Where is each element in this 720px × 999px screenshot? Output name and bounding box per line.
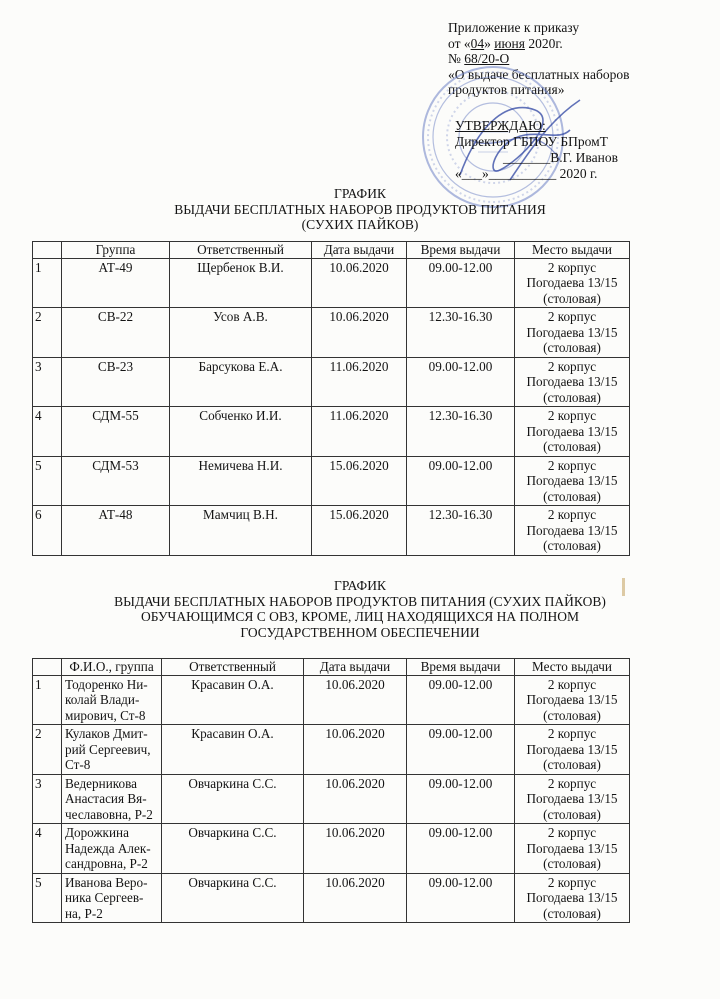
responsible-cell: Овчаркина С.С. bbox=[162, 774, 304, 824]
place-line: Погодаева 13/15 bbox=[526, 791, 618, 806]
column-header-date: Дата выдачи bbox=[312, 242, 407, 259]
responsible-cell: Немичева Н.И. bbox=[170, 456, 312, 506]
row-number: 2 bbox=[33, 308, 62, 358]
place-line: 2 корпус bbox=[547, 825, 597, 840]
place-line: Погодаева 13/15 bbox=[526, 423, 618, 439]
date-cell: 15.06.2020 bbox=[312, 456, 407, 506]
table-row bbox=[33, 725, 630, 775]
paper-mark bbox=[622, 578, 625, 596]
date-cell: 10.06.2020 bbox=[304, 725, 407, 775]
name-line: Иванова Веро- bbox=[65, 874, 148, 890]
student-name-cell bbox=[62, 774, 162, 824]
appendix-line: Приложение к приказу bbox=[448, 20, 580, 35]
name-line: Тодоренко Ни- bbox=[65, 676, 148, 692]
schedule-table-students bbox=[32, 658, 630, 923]
appendix-date-line: от «04» июня 2020г. bbox=[448, 35, 563, 51]
row-number: 6 bbox=[33, 506, 62, 556]
student-name-cell bbox=[62, 725, 162, 775]
place-cell bbox=[515, 873, 630, 923]
time-cell: 09.00-12.00 bbox=[407, 725, 515, 775]
responsible-cell: Красавин О.А. bbox=[162, 725, 304, 775]
student-name-cell bbox=[62, 824, 162, 874]
responsible-cell: Мамчиц В.Н. bbox=[170, 506, 312, 556]
time-cell: 09.00-12.00 bbox=[407, 456, 515, 506]
time-cell: 12.30-16.30 bbox=[407, 407, 515, 457]
place-line: 2 корпус bbox=[547, 726, 597, 741]
place-cell bbox=[515, 824, 630, 874]
place-line: Погодаева 13/15 bbox=[526, 374, 618, 389]
name-line: ника Сергеев- bbox=[65, 890, 144, 905]
place-line: (столовая) bbox=[543, 905, 601, 921]
table-row bbox=[33, 407, 630, 457]
name-line: Ст-8 bbox=[65, 757, 91, 772]
place-line: Погодаева 13/15 bbox=[526, 692, 618, 707]
responsible-cell: Усов А.В. bbox=[170, 308, 312, 358]
table-row bbox=[33, 308, 630, 358]
place-line: Погодаева 13/15 bbox=[526, 473, 618, 488]
place-line: Погодаева 13/15 bbox=[526, 522, 618, 538]
date-cell: 15.06.2020 bbox=[312, 506, 407, 556]
place-line: 2 корпус bbox=[547, 358, 597, 374]
place-line: (столовая) bbox=[543, 340, 601, 355]
place-line: 2 корпус bbox=[547, 309, 597, 324]
name-line: колай Влади- bbox=[65, 692, 140, 707]
column-header-date: Дата выдачи bbox=[304, 659, 407, 676]
column-header-time: Время выдачи bbox=[407, 659, 515, 676]
name-line: чеславовна, Р-2 bbox=[65, 806, 153, 822]
time-cell: 09.00-12.00 bbox=[407, 675, 515, 725]
name-line: Надежда Алек- bbox=[65, 840, 151, 856]
responsible-cell: Собченко И.И. bbox=[170, 407, 312, 457]
time-cell: 09.00-12.00 bbox=[407, 873, 515, 923]
student-name-cell bbox=[62, 873, 162, 923]
name-line: Ведерникова bbox=[65, 775, 137, 791]
place-cell bbox=[515, 456, 630, 506]
approval-block bbox=[455, 118, 618, 182]
table-row bbox=[33, 824, 630, 874]
name-line: рий Сергеевич, bbox=[65, 741, 151, 757]
table-header-row bbox=[33, 659, 630, 676]
place-line: Погодаева 13/15 bbox=[526, 890, 618, 905]
row-number: 4 bbox=[33, 824, 62, 874]
title-line: ВЫДАЧИ БЕСПЛАТНЫХ НАБОРОВ ПРОДУКТОВ ПИТАНИЯ bbox=[174, 201, 546, 217]
schedule-title-1 bbox=[0, 186, 720, 233]
column-header bbox=[33, 242, 62, 259]
schedule-title-2 bbox=[0, 578, 720, 640]
place-line: (столовая) bbox=[543, 439, 601, 454]
row-number: 4 bbox=[33, 407, 62, 457]
name-line: Анастасия Вя- bbox=[65, 791, 147, 806]
group-cell: АТ-48 bbox=[62, 506, 170, 556]
time-cell: 09.00-12.00 bbox=[407, 824, 515, 874]
place-line: Погодаева 13/15 bbox=[526, 324, 618, 340]
row-number: 1 bbox=[33, 675, 62, 725]
place-line: (столовая) bbox=[543, 757, 601, 772]
place-line: (столовая) bbox=[543, 707, 601, 723]
row-number: 3 bbox=[33, 357, 62, 407]
place-line: Погодаева 13/15 bbox=[526, 741, 618, 757]
title-line: ГРАФИК bbox=[334, 578, 386, 593]
group-cell: СВ-23 bbox=[62, 357, 170, 407]
student-name-cell bbox=[62, 675, 162, 725]
group-cell: СДМ-53 bbox=[62, 456, 170, 506]
table-row bbox=[33, 506, 630, 556]
date-cell: 11.06.2020 bbox=[312, 357, 407, 407]
date-cell: 10.06.2020 bbox=[304, 774, 407, 824]
title-line: ГРАФИК bbox=[334, 186, 386, 201]
place-line: 2 корпус bbox=[547, 457, 597, 473]
column-header-name-group: Ф.И.О., группа bbox=[62, 659, 162, 676]
column-header-group: Группа bbox=[62, 242, 170, 259]
table-row bbox=[33, 357, 630, 407]
time-cell: 09.00-12.00 bbox=[407, 774, 515, 824]
group-cell: СДМ-55 bbox=[62, 407, 170, 457]
place-cell bbox=[515, 774, 630, 824]
responsible-cell: Овчаркина С.С. bbox=[162, 824, 304, 874]
row-number: 3 bbox=[33, 774, 62, 824]
column-header-place: Место выдачи bbox=[515, 242, 630, 259]
responsible-cell: Красавин О.А. bbox=[162, 675, 304, 725]
table-row bbox=[33, 258, 630, 308]
time-cell: 12.30-16.30 bbox=[407, 308, 515, 358]
place-line: 2 корпус bbox=[547, 507, 597, 522]
column-header bbox=[33, 659, 62, 676]
place-line: 2 корпус bbox=[547, 874, 597, 890]
place-cell bbox=[515, 258, 630, 308]
place-cell bbox=[515, 675, 630, 725]
place-line: 2 корпус bbox=[547, 775, 597, 791]
row-number: 1 bbox=[33, 258, 62, 308]
time-cell: 12.30-16.30 bbox=[407, 506, 515, 556]
place-line: 2 корпус bbox=[547, 259, 597, 275]
title-line: (СУХИХ ПАЙКОВ) bbox=[301, 217, 419, 232]
place-line: (столовая) bbox=[543, 806, 601, 822]
row-number: 2 bbox=[33, 725, 62, 775]
group-cell: АТ-49 bbox=[62, 258, 170, 308]
name-line: мирович, Ст-8 bbox=[65, 707, 146, 723]
schedule-table-groups bbox=[32, 241, 630, 556]
place-line: (столовая) bbox=[543, 290, 601, 306]
place-cell bbox=[515, 308, 630, 358]
row-number: 5 bbox=[33, 873, 62, 923]
row-number: 5 bbox=[33, 456, 62, 506]
place-line: (столовая) bbox=[543, 488, 601, 504]
date-cell: 10.06.2020 bbox=[312, 258, 407, 308]
date-cell: 11.06.2020 bbox=[312, 407, 407, 457]
name-line: Дорожкина bbox=[65, 825, 129, 840]
approval-signatory: _______В.Г. Иванов bbox=[503, 150, 618, 165]
name-line: сандровна, Р-2 bbox=[65, 856, 148, 871]
place-line: 2 корпус bbox=[547, 408, 597, 423]
approval-position: Директор ГБПОУ БПромТ bbox=[455, 134, 608, 149]
approval-date: «___»__________ 2020 г. bbox=[455, 166, 598, 181]
table-row bbox=[33, 675, 630, 725]
approval-heading: УТВЕРЖДАЮ: bbox=[455, 118, 546, 133]
place-line: (столовая) bbox=[543, 856, 601, 871]
title-line: ОБУЧАЮЩИМСЯ С ОВЗ, КРОМЕ, ЛИЦ НАХОДЯЩИХСЯ НА ПОЛНОМ bbox=[140, 609, 580, 624]
responsible-cell: Барсукова Е.А. bbox=[170, 357, 312, 407]
date-cell: 10.06.2020 bbox=[312, 308, 407, 358]
column-header-time: Время выдачи bbox=[407, 242, 515, 259]
column-header-responsible: Ответственный bbox=[162, 659, 304, 676]
table-row bbox=[33, 873, 630, 923]
place-line: 2 корпус bbox=[547, 676, 597, 692]
table-row bbox=[33, 456, 630, 506]
order-subject-line: «О выдаче бесплатных наборов bbox=[448, 66, 630, 82]
place-cell bbox=[515, 357, 630, 407]
time-cell: 09.00-12.00 bbox=[407, 258, 515, 308]
place-cell bbox=[515, 407, 630, 457]
place-line: (столовая) bbox=[543, 538, 601, 553]
place-line: Погодаева 13/15 bbox=[526, 840, 618, 856]
order-subject-line-2: продуктов питания» bbox=[448, 82, 565, 97]
time-cell: 09.00-12.00 bbox=[407, 357, 515, 407]
table-row bbox=[33, 774, 630, 824]
title-line: ВЫДАЧИ БЕСПЛАТНЫХ НАБОРОВ ПРОДУКТОВ ПИТАНИЯ (СУХИХ ПАЙКОВ) bbox=[114, 593, 606, 609]
date-cell: 10.06.2020 bbox=[304, 675, 407, 725]
table-header-row bbox=[33, 242, 630, 259]
responsible-cell: Овчаркина С.С. bbox=[162, 873, 304, 923]
name-line: на, Р-2 bbox=[65, 905, 103, 921]
place-line: Погодаева 13/15 bbox=[526, 275, 618, 290]
date-cell: 10.06.2020 bbox=[304, 824, 407, 874]
name-line: Кулаков Дмит- bbox=[65, 726, 148, 741]
date-cell: 10.06.2020 bbox=[304, 873, 407, 923]
place-cell bbox=[515, 506, 630, 556]
title-line: ГОСУДАРСТВЕННОМ ОБЕСПЕЧЕНИИ bbox=[240, 624, 480, 640]
column-header-place: Место выдачи bbox=[515, 659, 630, 676]
order-number-line: № 68/20-О bbox=[448, 51, 510, 66]
group-cell: СВ-22 bbox=[62, 308, 170, 358]
place-cell bbox=[515, 725, 630, 775]
column-header-responsible: Ответственный bbox=[170, 242, 312, 259]
place-line: (столовая) bbox=[543, 389, 601, 405]
responsible-cell: Щербенок В.И. bbox=[170, 258, 312, 308]
